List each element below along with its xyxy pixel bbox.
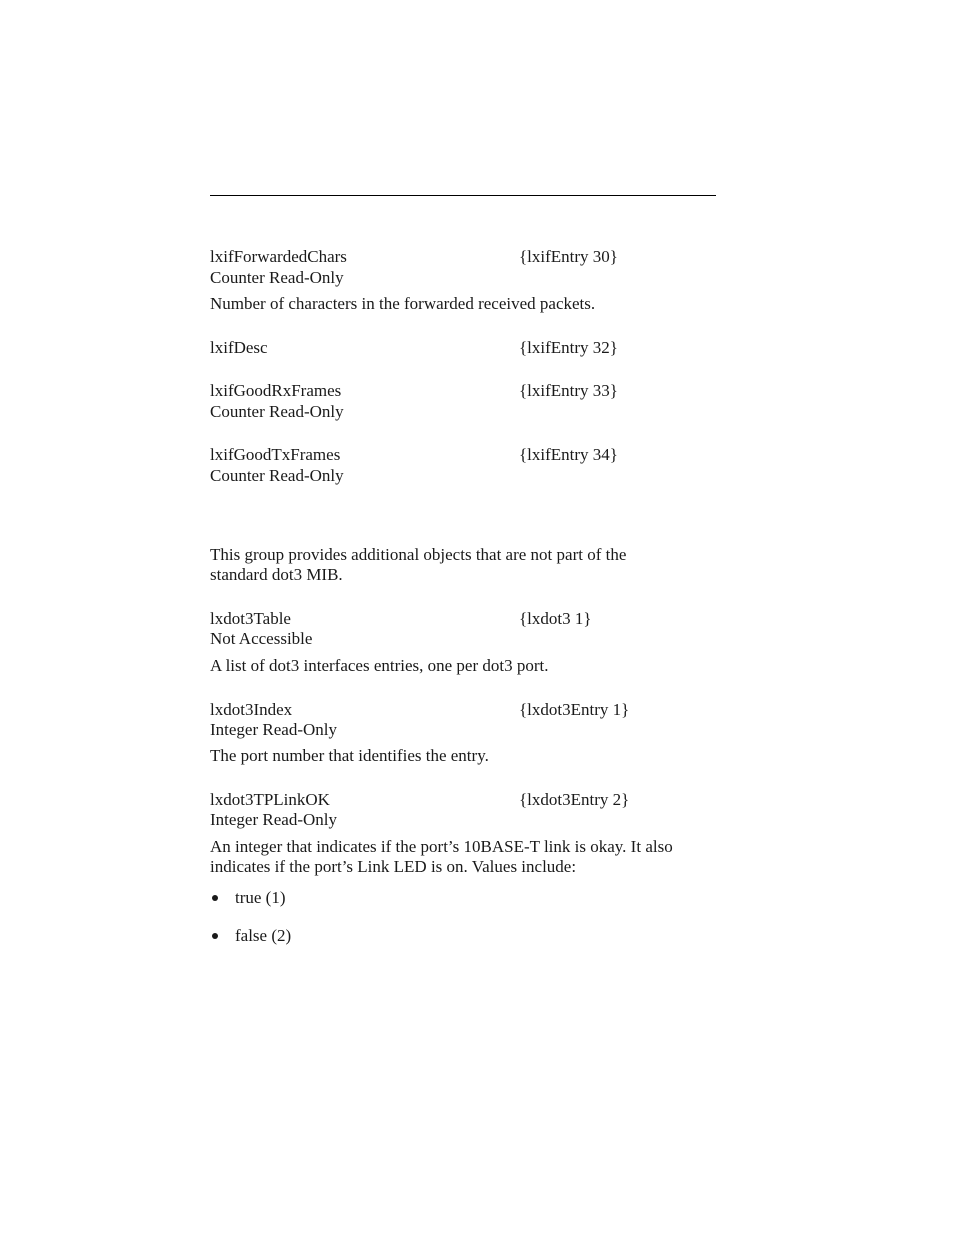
entry-description: An integer that indicates if the port’s 10BASE-T link is okay. It also — [210, 837, 673, 856]
list-item: false (2) — [235, 926, 292, 945]
entry-oid: {lxifEntry 33} — [519, 381, 618, 400]
entry-name: lxdot3Index — [210, 700, 293, 719]
entry-access: Integer Read-Only — [210, 810, 337, 829]
entry-access: Counter Read-Only — [210, 466, 344, 485]
list-item: true (1) — [235, 888, 286, 907]
entry-oid: {lxdot3Entry 1} — [519, 700, 630, 719]
entry-description: A list of dot3 interfaces entries, one per dot3 port. — [210, 656, 549, 675]
header-rule — [210, 195, 716, 196]
entry-description: Number of characters in the forwarded received packets. — [210, 294, 596, 313]
entry-name: lxdot3TPLinkOK — [210, 790, 330, 809]
entry-name: lxifForwardedChars — [210, 247, 347, 266]
entry-oid: {lxifEntry 34} — [519, 445, 618, 464]
entry-access: Counter Read-Only — [210, 268, 344, 287]
bullet-icon — [212, 933, 218, 939]
group-intro-line: standard dot3 MIB. — [210, 565, 343, 584]
entry-oid: {lxdot3 1} — [519, 609, 592, 628]
entry-description: The port number that identifies the entry. — [210, 746, 489, 765]
entry-oid: {lxdot3Entry 2} — [519, 790, 630, 809]
entry-access: Integer Read-Only — [210, 720, 337, 739]
group-intro-line: This group provides additional objects that are not part of the — [210, 545, 627, 564]
entry-name: lxifDesc — [210, 338, 268, 357]
entry-name: lxifGoodTxFrames — [210, 445, 341, 464]
entry-access: Not Accessible — [210, 629, 313, 648]
entry-name: lxdot3Table — [210, 609, 291, 628]
entry-access: Counter Read-Only — [210, 402, 344, 421]
entry-oid: {lxifEntry 32} — [519, 338, 618, 357]
entry-oid: {lxifEntry 30} — [519, 247, 618, 266]
bullet-icon — [212, 895, 218, 901]
entry-description: indicates if the port’s Link LED is on. Values include: — [210, 857, 577, 876]
entry-name: lxifGoodRxFrames — [210, 381, 342, 400]
